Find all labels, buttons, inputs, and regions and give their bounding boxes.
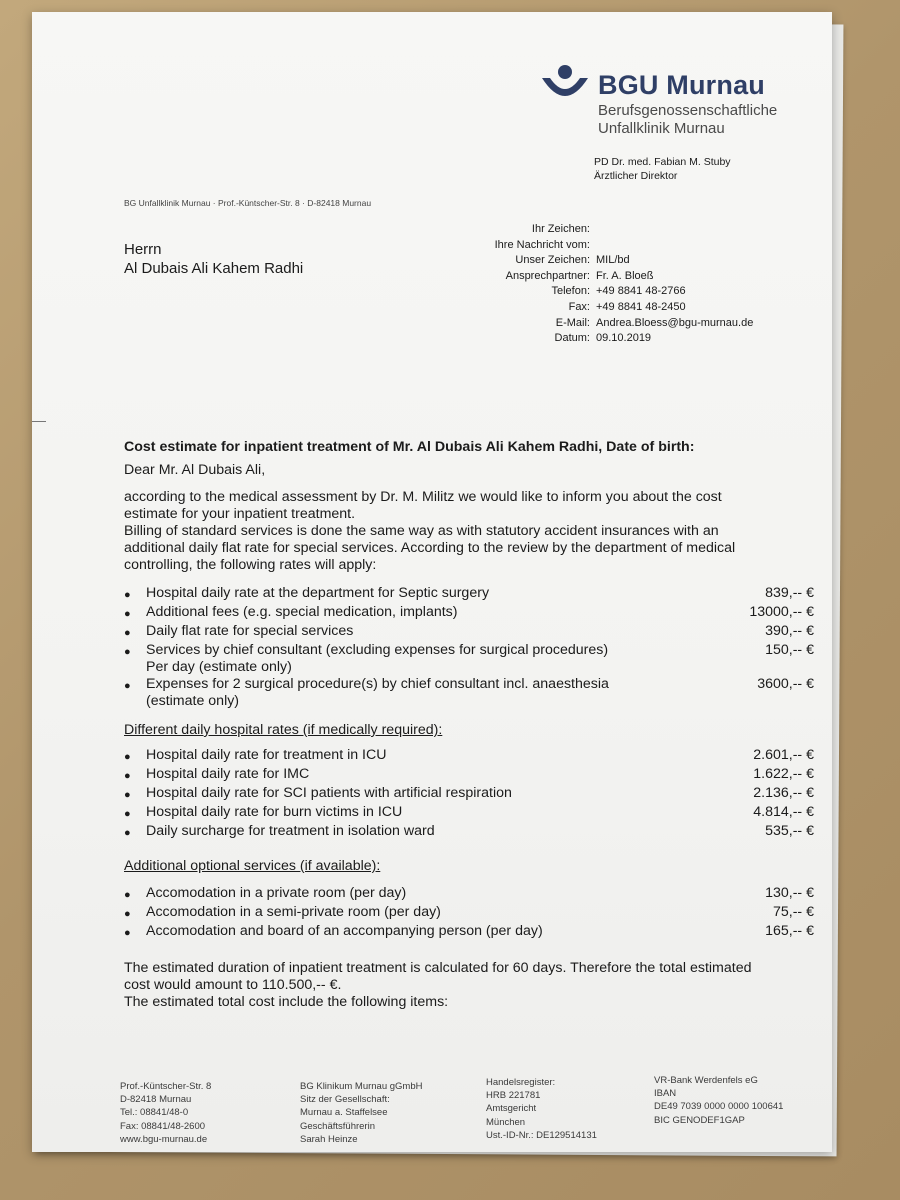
bullet: ● bbox=[124, 827, 131, 839]
intro-line: according to the medical assessment by Dr. M. Militz we would like to inform you about the cost bbox=[124, 489, 722, 505]
list-item bbox=[124, 623, 814, 642]
list-item bbox=[124, 923, 814, 942]
list-item bbox=[124, 804, 814, 823]
fold-mark bbox=[32, 421, 46, 422]
reference-value: MIL/bd bbox=[596, 254, 630, 267]
footer-line: Murnau a. Staffelsee bbox=[300, 1107, 388, 1119]
item-amount: 150,-- € bbox=[765, 642, 814, 658]
list-item bbox=[124, 676, 814, 710]
reference-label: E-Mail: bbox=[555, 316, 590, 329]
footer-bank bbox=[654, 1074, 783, 1127]
footer-line: Fax: 08841/48-2600 bbox=[120, 1120, 206, 1132]
footer-line: HRB 221781 bbox=[486, 1090, 541, 1102]
item-label: Hospital daily rate at the department for Septic surgery bbox=[146, 585, 490, 601]
item-amount: 2.601,-- € bbox=[753, 747, 814, 763]
optional-services-heading: Additional optional services (if available): bbox=[124, 858, 381, 874]
footer-company bbox=[300, 1080, 422, 1146]
letter-page bbox=[32, 12, 832, 1152]
billing-line: controlling, the following rates will apply: bbox=[124, 557, 377, 573]
billing-line: Billing of standard services is done the same way as with statutory accident insurances with an bbox=[124, 523, 719, 539]
closing-line: The estimated duration of inpatient treatment is calculated for 60 days. Therefore the total estimated bbox=[124, 960, 752, 976]
bullet: ● bbox=[124, 589, 131, 601]
logo-subtitle-line: Berufsgenossenschaftliche bbox=[598, 102, 778, 119]
item-label: Daily surcharge for treatment in isolation ward bbox=[146, 823, 435, 839]
letter-body bbox=[124, 439, 814, 1011]
reference-value: Fr. A. Bloeß bbox=[596, 269, 654, 282]
item-description bbox=[146, 676, 704, 710]
recipient-name: Al Dubais Ali Kahem Radhi bbox=[124, 260, 304, 277]
item-description bbox=[146, 642, 704, 676]
footer-line: Tel.: 08841/48-0 bbox=[120, 1107, 189, 1119]
list-item bbox=[124, 823, 814, 842]
bullet: ● bbox=[124, 751, 131, 763]
bullet: ● bbox=[124, 646, 131, 658]
closing-line: cost would amount to 110.500,-- €. bbox=[124, 977, 342, 993]
closing-line: The estimated total cost include the following items: bbox=[124, 994, 449, 1010]
reference-label: Datum: bbox=[554, 332, 590, 345]
item-amount: 130,-- € bbox=[765, 885, 814, 901]
footer-line: DE49 7039 0000 0000 100641 bbox=[654, 1101, 784, 1113]
item-amount: 3600,-- € bbox=[757, 676, 814, 692]
director-block bbox=[594, 155, 731, 183]
standard-rates-list bbox=[124, 585, 814, 710]
reference-row bbox=[402, 238, 753, 254]
billing-line: additional daily flat rate for special services. According to the review by the department of medical bbox=[124, 540, 736, 556]
bullet: ● bbox=[124, 680, 131, 692]
letter-subject: Cost estimate for inpatient treatment of Mr. Al Dubais Ali Kahem Radhi, Date of birth: bbox=[124, 439, 695, 455]
footer-line: VR-Bank Werdenfels eG bbox=[654, 1075, 758, 1086]
logo-title: BGU Murnau bbox=[598, 70, 765, 100]
recipient-block bbox=[124, 240, 303, 278]
item-description bbox=[146, 585, 704, 602]
intro-line: estimate for your inpatient treatment. bbox=[124, 506, 356, 522]
reference-label: Telefon: bbox=[551, 285, 590, 298]
footer-line: BG Klinikum Murnau gGmbH bbox=[300, 1081, 423, 1092]
bullet: ● bbox=[124, 889, 131, 901]
footer-address bbox=[120, 1080, 211, 1146]
footer-line: Sitz der Gesellschaft: bbox=[300, 1094, 390, 1106]
reference-label: Unser Zeichen: bbox=[515, 254, 590, 267]
logo-subtitle bbox=[598, 102, 777, 138]
director-name: PD Dr. med. Fabian M. Stuby bbox=[594, 156, 731, 168]
optional-services-list bbox=[124, 885, 814, 942]
bullet: ● bbox=[124, 808, 131, 820]
daily-rates-list bbox=[124, 747, 814, 842]
director-role: Ärztlicher Direktor bbox=[594, 170, 678, 182]
logo-subtitle-line: Unfallklinik Murnau bbox=[598, 120, 725, 137]
reference-row bbox=[402, 284, 753, 300]
footer-line: München bbox=[486, 1116, 526, 1128]
item-label: Additional fees (e.g. special medication, implants) bbox=[146, 604, 458, 620]
footer-line: BIC GENODEF1GAP bbox=[654, 1114, 745, 1126]
item-amount: 2.136,-- € bbox=[753, 785, 814, 801]
recipient-salutation: Herrn bbox=[124, 241, 162, 258]
item-amount: 75,-- € bbox=[772, 904, 814, 920]
item-amount: 4.814,-- € bbox=[753, 804, 814, 820]
footer-line: Geschäftsführerin bbox=[300, 1120, 375, 1132]
bgu-logo-icon bbox=[540, 64, 590, 108]
bullet: ● bbox=[124, 770, 131, 782]
reference-label: Fax: bbox=[568, 300, 590, 313]
item-amount: 390,-- € bbox=[765, 623, 814, 639]
reference-label: Ihre Nachricht vom: bbox=[494, 238, 590, 251]
daily-rates-heading: Different daily hospital rates (if medically required): bbox=[124, 722, 443, 738]
item-label: Accomodation and board of an accompanying person (per day) bbox=[146, 923, 543, 939]
item-label: Services by chief consultant (excluding expenses for surgical procedures) bbox=[146, 642, 609, 658]
list-item bbox=[124, 766, 814, 785]
item-label: Daily flat rate for special services bbox=[146, 623, 354, 639]
list-item bbox=[124, 747, 814, 766]
reference-value: +49 8841 48-2450 bbox=[596, 300, 686, 313]
bullet: ● bbox=[124, 789, 131, 801]
reference-row bbox=[402, 331, 753, 347]
list-item bbox=[124, 904, 814, 923]
bullet: ● bbox=[124, 608, 131, 620]
item-label: Hospital daily rate for burn victims in ICU bbox=[146, 804, 403, 820]
bullet: ● bbox=[124, 927, 131, 939]
footer-line: www.bgu-murnau.de bbox=[120, 1133, 208, 1145]
footer-line: Ust.-ID-Nr.: DE129514131 bbox=[486, 1129, 597, 1141]
item-label: Hospital daily rate for IMC bbox=[146, 766, 310, 782]
item-amount: 165,-- € bbox=[765, 923, 814, 939]
item-amount: 13000,-- € bbox=[749, 604, 814, 620]
list-item bbox=[124, 785, 814, 804]
reference-row bbox=[402, 316, 753, 332]
list-item bbox=[124, 885, 814, 904]
letter-greeting: Dear Mr. Al Dubais Ali, bbox=[124, 462, 266, 478]
bullet: ● bbox=[124, 908, 131, 920]
reference-value: Andrea.Bloess@bgu-murnau.de bbox=[596, 316, 754, 329]
item-amount: 839,-- € bbox=[765, 585, 814, 601]
footer-line: Sarah Heinze bbox=[300, 1133, 358, 1145]
reference-block bbox=[402, 222, 753, 347]
footer-line: IBAN bbox=[654, 1088, 677, 1100]
list-item bbox=[124, 585, 814, 604]
reference-row bbox=[402, 222, 753, 238]
item-label: Hospital daily rate for treatment in ICU bbox=[146, 747, 387, 763]
footer-register bbox=[486, 1076, 597, 1142]
item-label: Accomodation in a private room (per day) bbox=[146, 885, 407, 901]
item-amount: 1.622,-- € bbox=[753, 766, 814, 782]
bullet: ● bbox=[124, 627, 131, 639]
reference-value: +49 8841 48-2766 bbox=[596, 285, 686, 298]
item-amount: 535,-- € bbox=[765, 823, 814, 839]
reference-label: Ansprechpartner: bbox=[505, 269, 590, 282]
item-label: Expenses for 2 surgical procedure(s) by chief consultant incl. anaesthesia bbox=[146, 676, 609, 692]
reference-value: 09.10.2019 bbox=[596, 332, 652, 345]
reference-row bbox=[402, 300, 753, 316]
item-label-continued: (estimate only) bbox=[146, 693, 240, 709]
reference-row bbox=[402, 269, 753, 285]
item-description bbox=[146, 604, 704, 621]
footer-line: Handelsregister: bbox=[486, 1077, 556, 1088]
item-description bbox=[146, 623, 704, 640]
return-address: BG Unfallklinik Murnau · Prof.-Küntscher-Str. 8 · D-82418 Murnau bbox=[124, 198, 372, 208]
footer-line: D-82418 Murnau bbox=[120, 1094, 192, 1106]
item-label-continued: Per day (estimate only) bbox=[146, 659, 292, 675]
item-label: Accomodation in a semi-private room (per day) bbox=[146, 904, 441, 920]
reference-label: Ihr Zeichen: bbox=[531, 223, 590, 235]
footer-line: Amtsgericht bbox=[486, 1103, 537, 1115]
list-item bbox=[124, 642, 814, 676]
list-item bbox=[124, 604, 814, 623]
footer-line: Prof.-Küntscher-Str. 8 bbox=[120, 1081, 212, 1092]
item-label: Hospital daily rate for SCI patients with artificial respiration bbox=[146, 785, 512, 801]
reference-row bbox=[402, 253, 753, 269]
